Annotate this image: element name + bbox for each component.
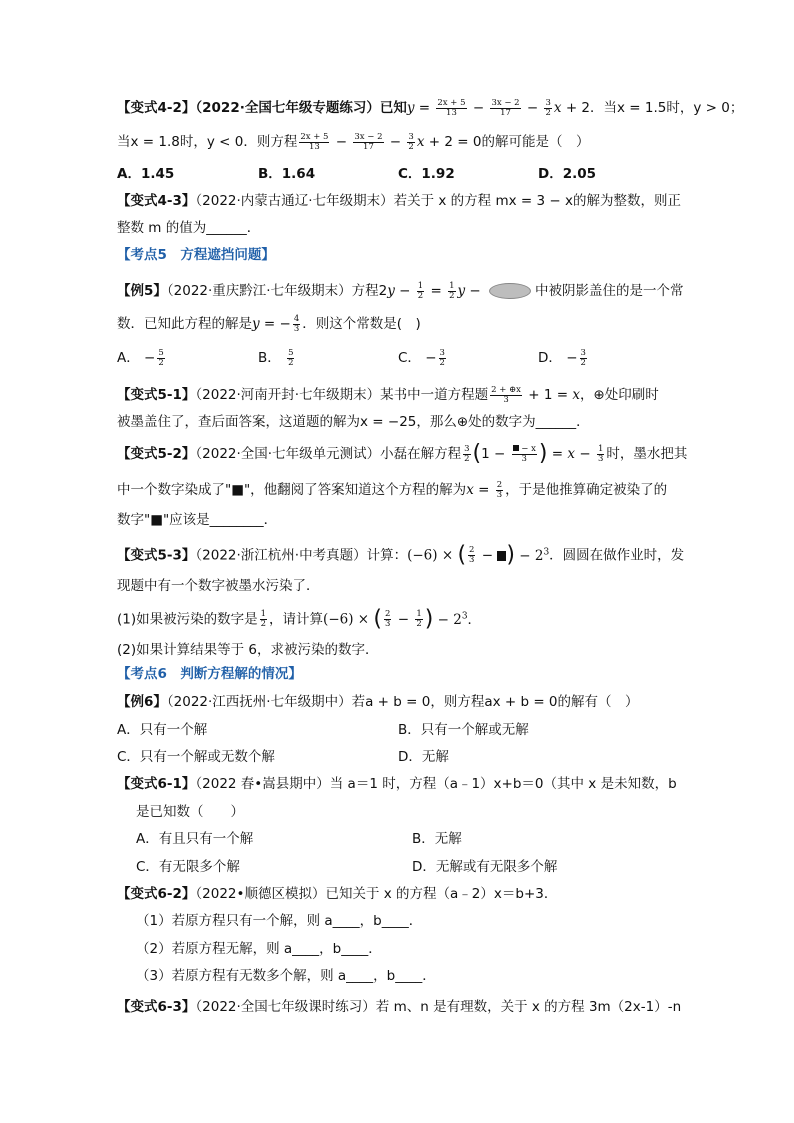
ex5-text2: 数．已知此方程的解是	[117, 316, 252, 332]
v63-text: （2022·全国七年级课时练习）若 m、n 是有理数，关于 x 的方程 3m（2x-1）-n	[195, 999, 682, 1015]
v42-choice-b: B．1.64	[258, 166, 316, 182]
v61-line2: 是已知数（ ）	[136, 804, 244, 820]
ex5-text2b: ．则这个常数是( )	[302, 316, 421, 332]
v61-choice-a: A．有且只有一个解	[136, 831, 254, 847]
v62-line1	[117, 884, 557, 904]
v43-label: 【变式4-3】	[117, 193, 196, 209]
v61-line1	[117, 774, 677, 794]
v42-source: （2022·全国七年级专题练习）已知	[195, 100, 407, 116]
v52-line3: 数字"■"应该是________．	[117, 512, 278, 528]
ex6-label: 【例6】	[117, 694, 167, 710]
ex5-choice-c: C． − $\frac{3}{2}$	[398, 347, 445, 368]
v53-line2: 现题中有一个数字被墨水污染了．	[117, 578, 320, 594]
v51-label: 【变式5-1】	[117, 387, 196, 403]
v42-choice-a: A．1.45	[117, 166, 175, 182]
v61-choice-b: B．无解	[412, 831, 462, 847]
v42-line2a: 当x = 1.8时，y < 0．则方程	[117, 134, 298, 150]
v53-q1b: ，请计算	[269, 611, 324, 628]
v42-line2: 当x = 1.8时，y < 0．则方程 $\frac{2x + 5}{13}$ − $\frac{3x - 2}{17}$ − $\frac{3}{2}$ x + 2 = 0的解可能是（ ）	[117, 131, 590, 152]
v62-q1: （1）若原方程只有一个解，则 a____，b____．	[136, 913, 423, 929]
v53-text1b: ．圆圆在做作业时，发	[549, 547, 685, 564]
v52-line2: 中一个数字染成了"■"，他翻阅了答案知道这个方程的解为x = $\frac{2}{3}$ ，于是他推算确定被染了的	[117, 479, 668, 500]
v52-text1a: （2022·全国·七年级单元测试）小磊在解方程	[195, 446, 462, 462]
v53-label: 【变式5-3】	[117, 547, 196, 564]
v42-choice-d: D．2.05	[538, 166, 597, 182]
ex5-label: 【例5】	[117, 283, 167, 299]
ex5-text1b: 中被阴影盖住的是一个常	[535, 283, 684, 299]
ex5-choice-a: A． − $\frac{5}{2}$	[117, 347, 164, 368]
v52-text2a: 中一个数字染成了"■"，他翻阅了答案知道这个方程的解为	[117, 482, 467, 498]
ex6-choice-d: D．无解	[398, 749, 449, 765]
v61-choice-d: D．无解或有无限多个解	[412, 859, 558, 875]
v62-label: 【变式6-2】	[117, 886, 196, 902]
ex5-text1a: （2022·重庆黔江·七年级期末）方程	[166, 283, 379, 299]
v52-label: 【变式5-2】	[117, 446, 196, 462]
v52-line1: 【变式5-2】（2022·全国·七年级单元测试）小磊在解方程 $\frac{3}{2}$ (1 − $\frac{- x}{3}$ ) = x − $\frac{1}{3}$ 时，墨水把其	[117, 441, 688, 466]
v43-line2: 整数 m 的值为______．	[117, 220, 261, 236]
v62-q3: （3）若原方程有无数多个解，则 a____，b____．	[136, 968, 436, 984]
v63-line1	[117, 997, 681, 1017]
ex6-choice-a: A．只有一个解	[117, 722, 208, 738]
v53-q1a: (1)如果被污染的数字是	[117, 611, 258, 628]
ex5-line2: 数．已知此方程的解是y = − $\frac{4}{3}$ ．则这个常数是( )	[117, 313, 421, 334]
v61-text1: （2022 春•嵩县期中）当 a＝1 时，方程（a﹣1）x+b＝0（其中 x 是未知数，b	[195, 776, 677, 792]
v42-label: 【变式4-2】	[117, 100, 196, 116]
v53-q2: (2)如果计算结果等于 6，求被污染的数字．	[117, 642, 379, 658]
ex6-choice-c: C．只有一个解或无数个解	[117, 749, 275, 765]
v42-line2b: = 0的解可能是（ ）	[457, 134, 590, 150]
ex6-choice-b: B．只有一个解或无解	[398, 722, 529, 738]
v51-line1: 【变式5-1】（2022·河南开封·七年级期末）某书中一道方程题 $\frac{2 + \oplus x}{3}$ + 1 = x，⊕处印刷时	[117, 384, 659, 405]
v63-label: 【变式6-3】	[117, 999, 196, 1015]
v51-text1a: （2022·河南开封·七年级期末）某书中一道方程题	[195, 387, 489, 403]
topic5-heading: 【考点5 方程遮挡问题】	[117, 247, 275, 263]
v53-text1a: （2022·浙江杭州·中考真题）计算：	[195, 547, 408, 564]
v43-line1	[117, 191, 681, 211]
v52-text2b: ，于是他推算确定被染了的	[505, 482, 668, 498]
ex6-line1	[117, 692, 639, 712]
v51-line2: 被墨盖住了，查后面答案，这道题的解为x = −25，那么⊕处的数字为______．	[117, 414, 590, 430]
v51-text1b: ，⊕处印刷时	[579, 387, 659, 403]
v43-text1: （2022·内蒙古通辽·七年级期末）若关于 x 的方程 mx = 3 − x的解为整数，则正	[195, 193, 681, 209]
v62-q2: （2）若原方程无解，则 a____，b____．	[136, 941, 382, 957]
ex5-line1: 【例5】（2022·重庆黔江·七年级期末）方程2y − $\frac{1}{2}$ = $\frac{1}{2}$ y − 中被阴影盖住的是一个常	[117, 280, 684, 301]
v53-line1: 【变式5-3】（2022·浙江杭州·中考真题）计算：(−6) × ( $\frac{2}{3}$ − ) − $2^3$．圆圆在做作业时，发	[117, 542, 685, 568]
ex5-choice-b: B． $\frac{5}{2}$	[258, 347, 294, 368]
v61-label: 【变式6-1】	[117, 776, 196, 792]
v62-text: （2022•顺德区模拟）已知关于 x 的方程（a﹣2）x＝b+3．	[195, 886, 558, 902]
ink-blot	[497, 551, 506, 561]
shaded-blot	[489, 283, 531, 299]
v42-line1: 【变式4-2】（2022·全国七年级专题练习）已知y = $\frac{2x + 5}{13}$ − $\frac{3x - 2}{17}$ − $\frac{3}{2}$ x + 2．当x = 1.5时，y > 0；	[117, 97, 744, 118]
ex6-text: （2022·江西抚州·七年级期中）若a + b = 0，则方程ax + b = 0的解有（ ）	[166, 694, 639, 710]
v53-q1: (1)如果被污染的数字是 $\frac{1}{2}$ ，请计算(−6) × ( $\frac{2}{3}$ − $\frac{1}{2}$ ) − $2^3$．	[117, 606, 482, 632]
v42-mid: ．当x = 1.5时，y > 0；	[590, 100, 744, 116]
topic6-heading: 【考点6 判断方程解的情况】	[117, 666, 302, 682]
v61-choice-c: C．有无限多个解	[136, 859, 240, 875]
ex5-choice-d: D． − $\frac{3}{2}$	[538, 347, 586, 368]
v52-text1b: 时，墨水把其	[606, 446, 688, 462]
v42-choice-c: C．1.92	[398, 166, 455, 182]
